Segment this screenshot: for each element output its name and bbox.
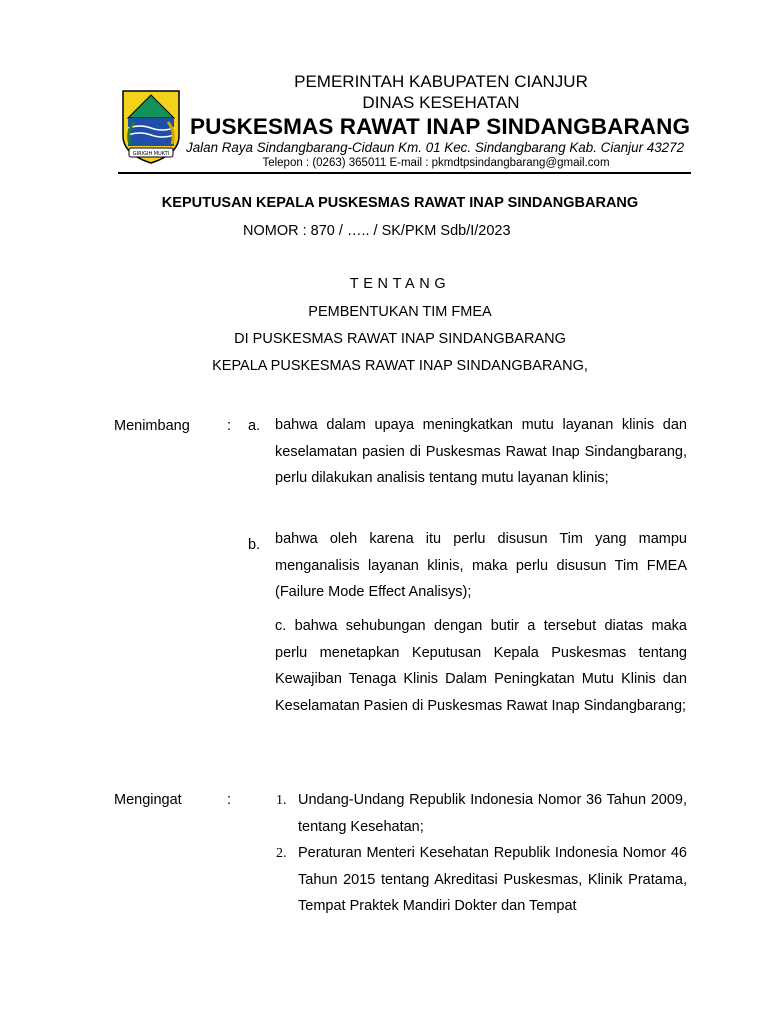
logo-motto: GIRIGIH MUKTI bbox=[132, 151, 170, 157]
about-heading: TENTANG bbox=[349, 276, 451, 292]
department-name: DINAS KESEHATAN bbox=[362, 93, 520, 112]
government-name: PEMERINTAH KABUPATEN CIANJUR bbox=[294, 72, 588, 91]
mengingat-label: Mengingat bbox=[114, 792, 182, 808]
menimbang-label: Menimbang bbox=[114, 418, 190, 434]
mengingat-item-text: Undang-Undang Republik Indonesia Nomor 36 Tahun 2009, tentang Kesehatan; bbox=[298, 792, 687, 835]
menimbang-item-mark: a. bbox=[248, 418, 261, 434]
menimbang-item-mark: b. bbox=[248, 537, 261, 553]
issuer-line: KEPALA PUSKESMAS RAWAT INAP SINDANGBARANG, bbox=[212, 358, 588, 374]
cianjur-regency-logo bbox=[120, 88, 182, 166]
decree-subject-line1: PEMBENTUKAN TIM FMEA bbox=[308, 304, 492, 320]
institution-name: PUSKESMAS RAWAT INAP SINDANGBARANG bbox=[190, 114, 691, 139]
decree-number: NOMOR : 870 / ….. / SK/PKM Sdb/I/2023 bbox=[243, 223, 511, 239]
decree-subject-line2: DI PUSKESMAS RAWAT INAP SINDANGBARANG bbox=[234, 331, 566, 347]
mengingat-item-mark: 1. bbox=[276, 793, 287, 808]
mengingat-colon: : bbox=[227, 792, 232, 808]
decree-title: KEPUTUSAN KEPALA PUSKESMAS RAWAT INAP SINDANGBARANG bbox=[161, 195, 639, 211]
menimbang-item-text: bahwa dalam upaya meningkatkan mutu layanan klinis dan keselamatan pasien di Puskesmas Rawat Inap Sindangbarang, perlu dilakukan analisis tentang mutu layanan klinis; bbox=[275, 417, 687, 486]
institution-address: Jalan Raya Sindangbarang-Cidaun Km. 01 Kec. Sindangbarang Kab. Cianjur 43272 bbox=[186, 140, 685, 155]
mengingat-item-mark: 2. bbox=[276, 846, 287, 861]
menimbang-colon: : bbox=[227, 418, 232, 434]
mengingat-item-text: Peraturan Menteri Kesehatan Republik Indonesia Nomor 46 Tahun 2015 tentang Akreditasi Puskesmas, Klinik Pratama, Tempat Praktek Mandiri Dokter dan Tempat bbox=[298, 845, 687, 914]
institution-contact: Telepon : (0263) 365011 E-mail : pkmdtpsindangbarang@gmail.com bbox=[262, 157, 610, 169]
menimbang-item-text: bahwa oleh karena itu perlu disusun Tim yang mampu menganalisis layanan klinis, maka perlu disusun Tim FMEA (Failure Mode Effect Analisys); bbox=[275, 531, 687, 600]
header-divider bbox=[118, 172, 691, 174]
menimbang-item-text: c. bahwa sehubungan dengan butir a tersebut diatas maka perlu menetapkan Keputusan Kepala Puskesmas tentang Kewajiban Tenaga Klinis Dalam Peningkatan Mutu Klinis dan Keselamatan Pasien di Puskesmas Rawat Inap Sindangbarang; bbox=[275, 618, 687, 714]
